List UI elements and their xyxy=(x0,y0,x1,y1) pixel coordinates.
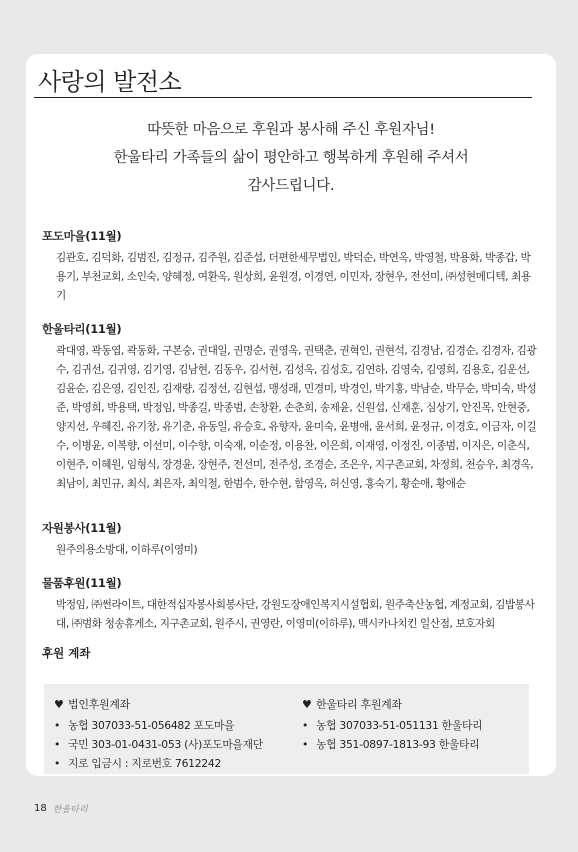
account-column-title: 한울타리 후원계좌 xyxy=(316,698,402,711)
content-card xyxy=(26,54,556,776)
section-volunteer xyxy=(42,519,538,560)
account-item: • 국민 303-01-0431-053 (사)포도마을재단 xyxy=(54,735,263,754)
corporate-account-column xyxy=(54,696,263,773)
donor-list: 김관호, 김덕화, 김범진, 김정규, 김주원, 김준섭, 더편한세무법인, 박덕순, 박연옥, 박영철, 박용화, 박종갑, 박용기, 부천교회, 소인숙, 양혜정, 여환옥, 원상희, 윤원경, 이경연, 이민자, 장현우, 전선미, ㈜성현메디텍, 최용기 xyxy=(56,252,531,302)
page-number: 18 xyxy=(34,803,47,814)
accounts-box xyxy=(44,684,529,774)
bullet-icon: • xyxy=(302,738,309,751)
bullet-icon: • xyxy=(54,719,61,732)
thanks-line-3: 감사드립니다. xyxy=(247,178,335,194)
hanultari-account-column xyxy=(302,696,482,754)
thanks-line-1: 따뜻한 마음으로 후원과 봉사해 주신 후원자님! xyxy=(147,122,435,138)
hanultari-logo: 한울타리 xyxy=(52,805,88,815)
bullet-icon: • xyxy=(54,738,61,751)
section-podo-village xyxy=(42,227,538,306)
page-title: 사랑의 발전소 xyxy=(38,68,182,96)
page-footer xyxy=(34,802,88,815)
section-heading: 한울타리(11월) xyxy=(42,322,122,336)
account-item: • 지로 입금시 : 지로번호 7612242 xyxy=(54,754,263,773)
bullet-icon: • xyxy=(302,719,309,732)
thanks-line-2: 한울타리 가족들의 삶이 평안하고 행복하게 후원해 주셔서 xyxy=(113,150,469,166)
account-list xyxy=(54,716,263,773)
volunteer-list: 원주의용소방대, 이하루(이영미) xyxy=(56,544,198,556)
thanks-message xyxy=(26,116,556,200)
account-item: • 농협 307033-51-056482 포도마을 xyxy=(54,716,263,735)
heart-icon: ♥ xyxy=(54,698,64,711)
section-heading: 자원봉사(11월) xyxy=(42,521,122,535)
account-list xyxy=(302,716,482,754)
title-divider xyxy=(34,97,532,98)
heart-icon: ♥ xyxy=(302,698,312,711)
donor-list: 곽대영, 곽동엽, 곽동화, 구본숭, 권대일, 권명순, 권영옥, 권택춘, 권혁인, 권현석, 김경남, 김경순, 김경자, 김광수, 김귀선, 김귀영, 김기영, 김남현, 김동우, 김서현, 김성옥, 김성호, 김연하, 김영숙, 김영희, 김용호, 김운선, 김윤순, 김은영, 김인진, 김재량, 김정선, 김현섭, 맹성래, 민경미, 박경인, 박기홍, 박남순, 박무순, 박미숙, 박성준, 박영희, 박용택, 박정임, 박종길, 박종범, 손창환, 손춘희, 송제윤, 신원섭, 신재훈, 심상기, 안진목, 안현중, 양지선, 우혜진, 유기창, 유기춘, 유동일, 유승호, 유향자, 윤미숙, 윤병애, 윤서희, 윤정규, 이경호, 이금자, 이길수, 이병윤, 이복향, 이선미, 이수향, 이숙재, 이순정, 이용찬, 이은희, 이재영, 이정진, 이종범, 이지은, 이춘식, 이현주, 이혜원, 임형식, 장경윤, 장현주, 전선미, 전주성, 조경순, 조은우, 지구촌교회, 차정희, 천승우, 최경옥, 최남이, 최민규, 최식, 최은자, 최익철, 한범수, 한수현, 함영옥, 허신영, 홍숙기, 황순애, 황애순 xyxy=(56,345,537,490)
account-item: • 농협 351-0897-1813-93 한울타리 xyxy=(302,735,482,754)
bullet-icon: • xyxy=(54,757,61,770)
account-item: • 농협 307033-51-051131 한울타리 xyxy=(302,716,482,735)
accounts-heading: 후원 계좌 xyxy=(42,646,91,660)
section-hanultari xyxy=(42,320,538,494)
section-heading: 물품후원(11월) xyxy=(42,576,122,590)
section-goods-donation xyxy=(42,574,538,634)
account-column-title: 법인후원계좌 xyxy=(68,698,130,711)
section-heading: 포도마을(11월) xyxy=(42,229,122,243)
donor-list: 박정임, ㈜썬라이트, 대한적십자봉사회봉사단, 강원도장애인복지시설협회, 원주축산농협, 계정교회, 김밥봉사대, ㈜범화 청송휴게소, 지구촌교회, 원주시, 권영란, 이영미(이하루), 맥시카나치킨 일산점, 보호자회 xyxy=(56,599,535,630)
